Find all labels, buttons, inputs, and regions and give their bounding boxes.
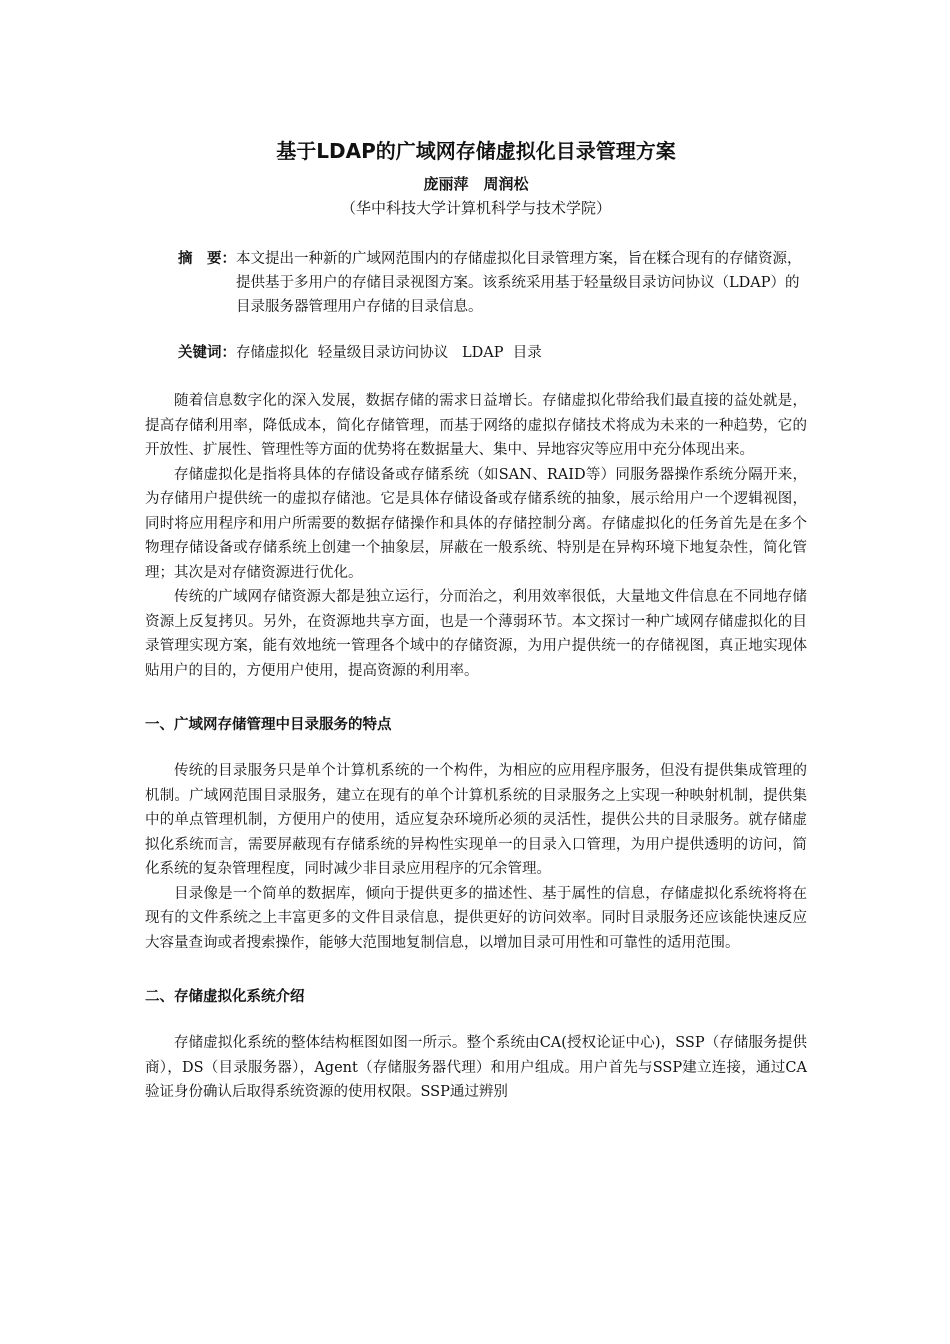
intro-paragraph: 传统的广域网存储资源大都是独立运行，分而治之，利用效率很低，大量地文件信息在不同地存储资源上反复拷贝。另外，在资源地共享方面，也是一个薄弱环节。本文探讨一种广域网存储虚拟化的目录管理实现方案，能有效地统一管理各个域中的存储资源，为用户提供统一的存储视图，真正地实现体贴用户的目的，方便用户使用，提高资源的利用率。 [145, 589, 807, 679]
intro-paragraph: 随着信息数字化的深入发展，数据存储的需求日益增长。存储虚拟化带给我们最直接的益处就是，提高存储利用率，降低成本，简化存储管理，而基于网络的虚拟存储技术将成为未来的一种趋势，它的开放性、扩展性、管理性等方面的优势将在数据量大、集中、异地容灾等应用中充分体现出来。 [145, 393, 807, 458]
abstract-block [178, 247, 807, 319]
paper-title: 基于LDAP的广域网存储虚拟化目录管理方案 [276, 139, 676, 163]
section-heading-1: 一、广域网存储管理中目录服务的特点 [145, 717, 392, 733]
section2-paragraph: 存储虚拟化系统的整体结构框图如图一所示。整个系统由CA(授权论证中心)，SSP（存储服务提供商），DS（目录服务器），Agent（存储服务器代理）和用户组成。用户首先与SSP建立连接，通过CA验证身份确认后取得系统资源的使用权限。SSP通过辨别 [145, 1035, 807, 1100]
keywords-block [178, 341, 807, 365]
keywords-label: 关键词： [178, 345, 236, 361]
section-heading-2: 二、存储虚拟化系统介绍 [145, 989, 305, 1005]
section1-body [145, 759, 807, 955]
paper-authors: 庞丽萍 周润松 [423, 175, 529, 193]
abstract-text: 本文提出一种新的广域网范围内的存储虚拟化目录管理方案，旨在糅合现有的存储资源，提供基于多用户的存储目录视图方案。该系统采用基于轻量级目录访问协议（LDAP）的目录服务器管理用户存储的目录信息。 [236, 251, 802, 315]
intro-paragraph: 存储虚拟化是指将具体的存储设备或存储系统（如SAN、RAID等）同服务器操作系统分隔开来，为存储用户提供统一的虚拟存储池。它是具体存储设备或存储系统的抽象，展示给用户一个逻辑视图，同时将应用程序和用户所需要的数据存储操作和具体的存储控制分离。存储虚拟化的任务首先是在多个物理存储设备或存储系统上创建一个抽象层，屏蔽在一般系统、特别是在异构环境下地复杂性，简化管理；其次是对存储资源进行优化。 [145, 466, 807, 581]
intro-section [145, 389, 807, 683]
keywords-text: 存储虚拟化 轻量级目录访问协议 LDAP 目录 [236, 345, 542, 361]
section1-paragraph: 传统的目录服务只是单个计算机系统的一个构件，为相应的应用程序服务，但没有提供集成管理的机制。广域网范围目录服务，建立在现有的单个计算机系统的目录服务之上实现一种映射机制，提供集中的单点管理机制，方便用户的使用，适应复杂环境所必须的灵活性，提供公共的目录服务。就存储虚拟化系统而言，需要屏蔽现有存储系统的异构性实现单一的目录入口管理，为用户提供透明的访问，简化系统的复杂管理程度，同时减少非目录应用程序的冗余管理。 [145, 763, 807, 877]
section2-body [145, 1031, 807, 1105]
abstract-label: 摘 要： [178, 251, 236, 267]
paper-page [145, 130, 807, 1105]
paper-affiliation: （华中科技大学计算机科学与技术学院） [340, 199, 611, 217]
section1-paragraph: 目录像是一个简单的数据库，倾向于提供更多的描述性、基于属性的信息，存储虚拟化系统将将在现有的文件系统之上丰富更多的文件目录信息，提供更好的访问效率。同时目录服务还应该能快速反应大容量查询或者搜索操作，能够大范围地复制信息，以增加目录可用性和可靠性的适用范围。 [145, 885, 807, 951]
